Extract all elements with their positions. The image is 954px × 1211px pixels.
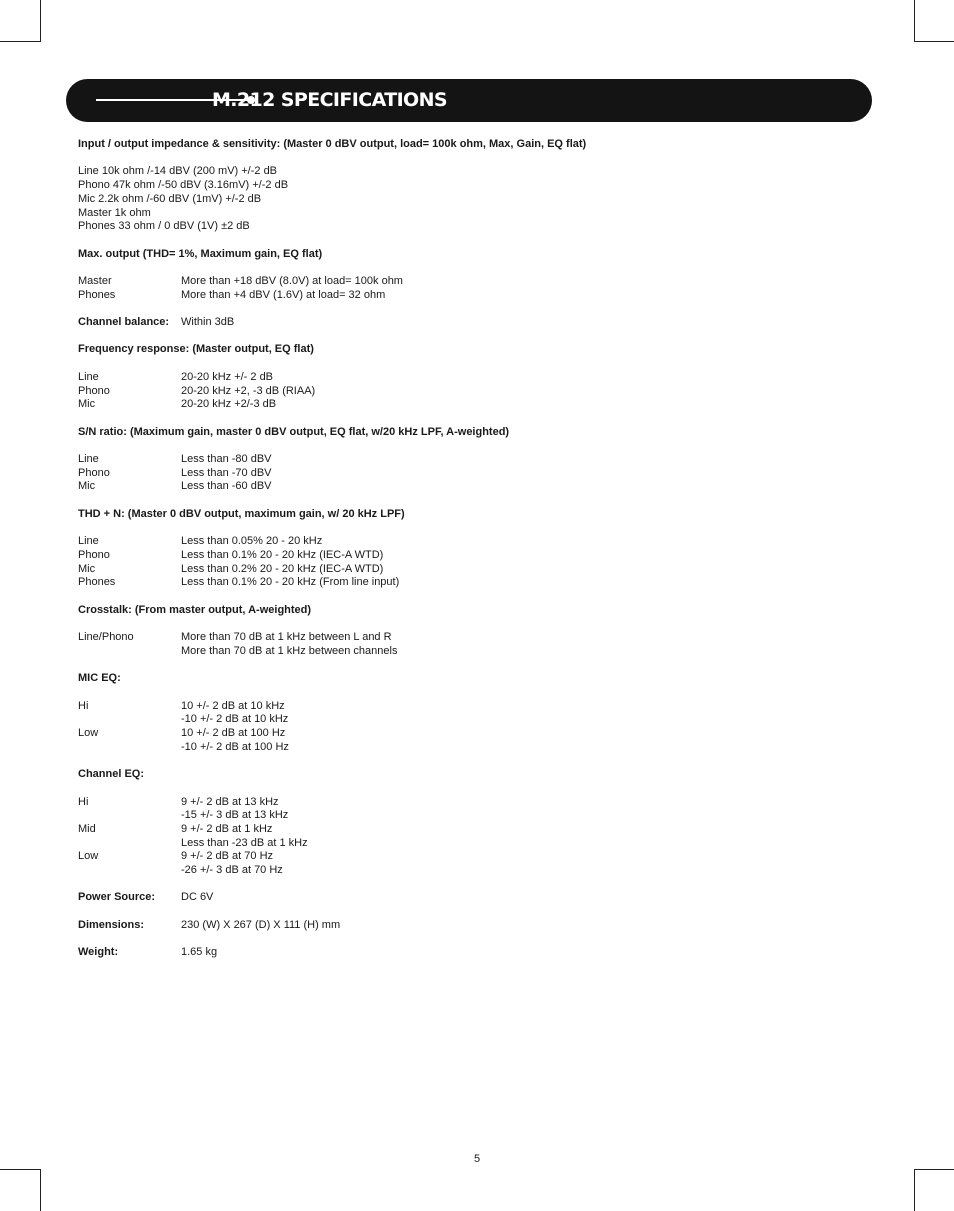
crop-mark-bottom-left-horizontal	[0, 1169, 41, 1170]
spec-label: Line	[78, 535, 99, 548]
power-source-row	[78, 891, 898, 905]
channel-balance-value: Within 3dB	[181, 316, 235, 329]
spec-row	[78, 563, 898, 577]
spec-label	[78, 645, 181, 659]
spec-row	[78, 631, 898, 645]
spec-label: Mic	[78, 480, 96, 493]
spec-row	[78, 398, 898, 412]
spec-row	[78, 741, 898, 755]
dimensions-row	[78, 919, 898, 933]
crop-mark-top-left-horizontal	[0, 41, 41, 42]
spec-value: 20-20 kHz +/- 2 dB	[181, 370, 274, 383]
spec-row	[78, 549, 898, 563]
max-output-heading: Max. output (THD= 1%, Maximum gain, EQ flat)	[78, 247, 323, 260]
spec-label: Mic	[78, 562, 96, 575]
crop-mark-top-right-vertical	[914, 0, 915, 42]
power-source-label: Power Source:	[78, 891, 156, 904]
spec-label	[78, 837, 181, 851]
spec-value: More than 70 dB at 1 kHz between L and R	[181, 631, 392, 644]
crosstalk-heading: Crosstalk: (From master output, A-weighted)	[78, 603, 312, 616]
dimensions-value: 230 (W) X 267 (D) X 111 (H) mm	[181, 918, 341, 931]
spec-value: Less than 0.1% 20 - 20 kHz (From line input)	[181, 576, 400, 589]
spec-value: Less than -80 dBV	[181, 453, 272, 466]
spec-label: Low	[78, 727, 99, 740]
spec-value: Less than -60 dBV	[181, 480, 272, 493]
spec-label: Line/Phono	[78, 631, 134, 644]
spec-row	[78, 727, 898, 741]
spec-label	[78, 809, 181, 823]
spec-label	[78, 741, 181, 755]
weight-label: Weight:	[78, 946, 119, 959]
specifications-body	[78, 138, 898, 960]
spec-row	[78, 796, 898, 810]
sn-ratio-heading: S/N ratio: (Maximum gain, master 0 dBV output, EQ flat, w/20 kHz LPF, A-weighted)	[78, 425, 510, 438]
spec-row	[78, 289, 898, 303]
spec-label: Line	[78, 453, 99, 466]
spec-value: 9 +/- 2 dB at 70 Hz	[181, 850, 274, 863]
spec-row	[78, 864, 898, 878]
spec-label: Mid	[78, 822, 96, 835]
spec-label	[78, 713, 181, 727]
crop-mark-bottom-left-vertical	[40, 1169, 41, 1211]
spec-row	[78, 275, 898, 289]
thd-heading: THD + N: (Master 0 dBV output, maximum gain, w/ 20 kHz LPF)	[78, 507, 405, 520]
spec-value: Less than 0.1% 20 - 20 kHz (IEC-A WTD)	[181, 548, 384, 561]
impedance-line: Master 1k ohm	[78, 206, 151, 219]
spec-value: -10 +/- 2 dB at 100 Hz	[181, 740, 289, 753]
spec-label: Phones	[78, 288, 116, 301]
spec-value: Less than 0.2% 20 - 20 kHz (IEC-A WTD)	[181, 562, 384, 575]
spec-label: Line	[78, 370, 99, 383]
spec-label: Phono	[78, 466, 110, 479]
impedance-heading: Input / output impedance & sensitivity: (Master 0 dBV output, load= 100k ohm, Max, Gain, EQ flat)	[78, 138, 587, 150]
spec-row	[78, 837, 898, 851]
impedance-line: Line 10k ohm /-14 dBV (200 mV) +/-2 dB	[78, 165, 278, 178]
channel-eq-heading: Channel EQ:	[78, 768, 145, 781]
spec-value: More than +18 dBV (8.0V) at load= 100k ohm	[181, 274, 403, 287]
spec-value: More than 70 dB at 1 kHz between channels	[181, 644, 398, 657]
spec-row	[78, 700, 898, 714]
weight-value: 1.65 kg	[181, 946, 218, 959]
power-source-value: DC 6V	[181, 891, 214, 904]
spec-row	[78, 535, 898, 549]
spec-label: Hi	[78, 795, 89, 808]
spec-label: Phono	[78, 548, 110, 561]
spec-row	[78, 467, 898, 481]
impedance-line: Phones 33 ohm / 0 dBV (1V) ±2 dB	[78, 220, 250, 233]
spec-value: -10 +/- 2 dB at 10 kHz	[181, 713, 289, 726]
spec-value: 20-20 kHz +2/-3 dB	[181, 398, 277, 411]
frequency-response-heading: Frequency response: (Master output, EQ flat)	[78, 343, 314, 356]
dimensions-label: Dimensions:	[78, 918, 145, 931]
spec-label: Phones	[78, 576, 116, 589]
spec-row	[78, 713, 898, 727]
spec-row	[78, 371, 898, 385]
weight-row	[78, 946, 898, 960]
spec-row	[78, 809, 898, 823]
spec-row	[78, 385, 898, 399]
spec-label: Master	[78, 274, 112, 287]
spec-value: 10 +/- 2 dB at 10 kHz	[181, 699, 285, 712]
crop-mark-top-right-horizontal	[914, 41, 954, 42]
page-title: M.212 SPECIFICATIONS	[212, 89, 447, 111]
spec-value: Less than -70 dBV	[181, 466, 272, 479]
crop-mark-bottom-right-horizontal	[914, 1169, 954, 1170]
spec-row	[78, 850, 898, 864]
spec-label: Mic	[78, 398, 96, 411]
spec-value: Less than 0.05% 20 - 20 kHz	[181, 535, 323, 548]
channel-balance-row	[78, 316, 898, 330]
spec-value: More than +4 dBV (1.6V) at load= 32 ohm	[181, 288, 386, 301]
spec-value: 10 +/- 2 dB at 100 Hz	[181, 727, 286, 740]
crop-mark-top-left-vertical	[40, 0, 41, 42]
spec-row	[78, 480, 898, 494]
spec-value: 20-20 kHz +2, -3 dB (RIAA)	[181, 384, 316, 397]
impedance-line: Mic 2.2k ohm /-60 dBV (1mV) +/-2 dB	[78, 192, 262, 205]
spec-value: 9 +/- 2 dB at 13 kHz	[181, 795, 279, 808]
crop-mark-bottom-right-vertical	[914, 1169, 915, 1211]
spec-label: Low	[78, 850, 99, 863]
spec-value: -15 +/- 3 dB at 13 kHz	[181, 809, 289, 822]
channel-balance-label: Channel balance:	[78, 316, 170, 329]
page-number: 5	[473, 1153, 481, 1165]
title-banner	[66, 79, 872, 122]
spec-value: Less than -23 dB at 1 kHz	[181, 836, 308, 849]
spec-row	[78, 823, 898, 837]
spec-label	[78, 864, 181, 878]
impedance-line: Phono 47k ohm /-50 dBV (3.16mV) +/-2 dB	[78, 179, 289, 192]
spec-label: Hi	[78, 699, 89, 712]
mic-eq-heading: MIC EQ:	[78, 672, 121, 685]
spec-value: -26 +/- 3 dB at 70 Hz	[181, 864, 283, 877]
spec-row	[78, 576, 898, 590]
spec-row	[78, 453, 898, 467]
spec-row	[78, 645, 898, 659]
spec-value: 9 +/- 2 dB at 1 kHz	[181, 822, 273, 835]
spec-label: Phono	[78, 384, 110, 397]
